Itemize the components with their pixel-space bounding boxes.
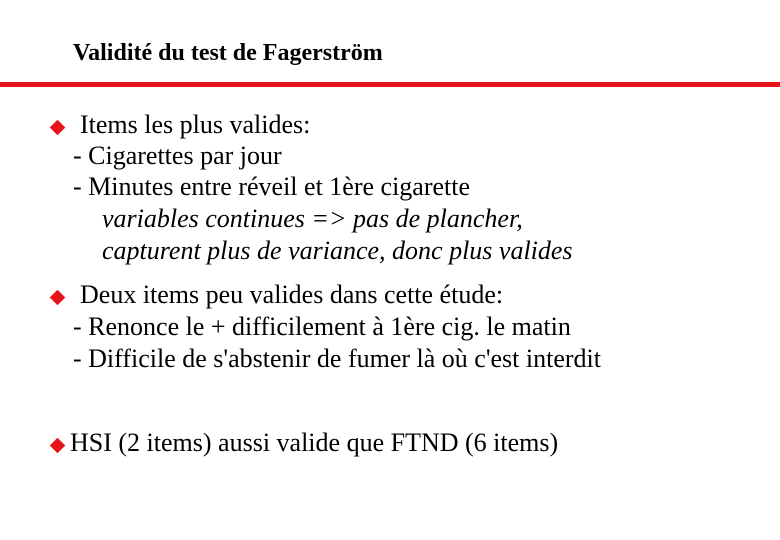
bullet-item-invalid-items: Deux items peu valides dans cette étude: bbox=[80, 280, 504, 309]
title-divider bbox=[0, 82, 780, 87]
bullet-item-hsi-vs-ftnd: HSI (2 items) aussi valide que FTND (6 items) bbox=[70, 428, 559, 457]
sub-item-minutes-to-first-cigarette: - Minutes entre réveil et 1ère cigarette bbox=[73, 172, 471, 201]
slide-title: Validité du test de Fagerström bbox=[73, 40, 383, 66]
sub-item-forbidden-places: - Difficile de s'abstenir de fumer là où c'est interdit bbox=[73, 344, 601, 373]
note-more-variance: capturent plus de variance, donc plus valides bbox=[102, 236, 573, 265]
sub-item-morning-cigarette: - Renonce le + difficilement à 1ère cig. le matin bbox=[73, 312, 571, 341]
diamond-bullet-icon bbox=[50, 120, 66, 136]
diamond-bullet-icon bbox=[50, 438, 66, 454]
sub-item-cigarettes-per-day: - Cigarettes par jour bbox=[73, 141, 282, 170]
diamond-bullet-icon bbox=[50, 290, 66, 306]
note-continuous-variables: variables continues => pas de plancher, bbox=[102, 204, 523, 233]
bullet-item-valid-items: Items les plus valides: bbox=[80, 110, 311, 139]
